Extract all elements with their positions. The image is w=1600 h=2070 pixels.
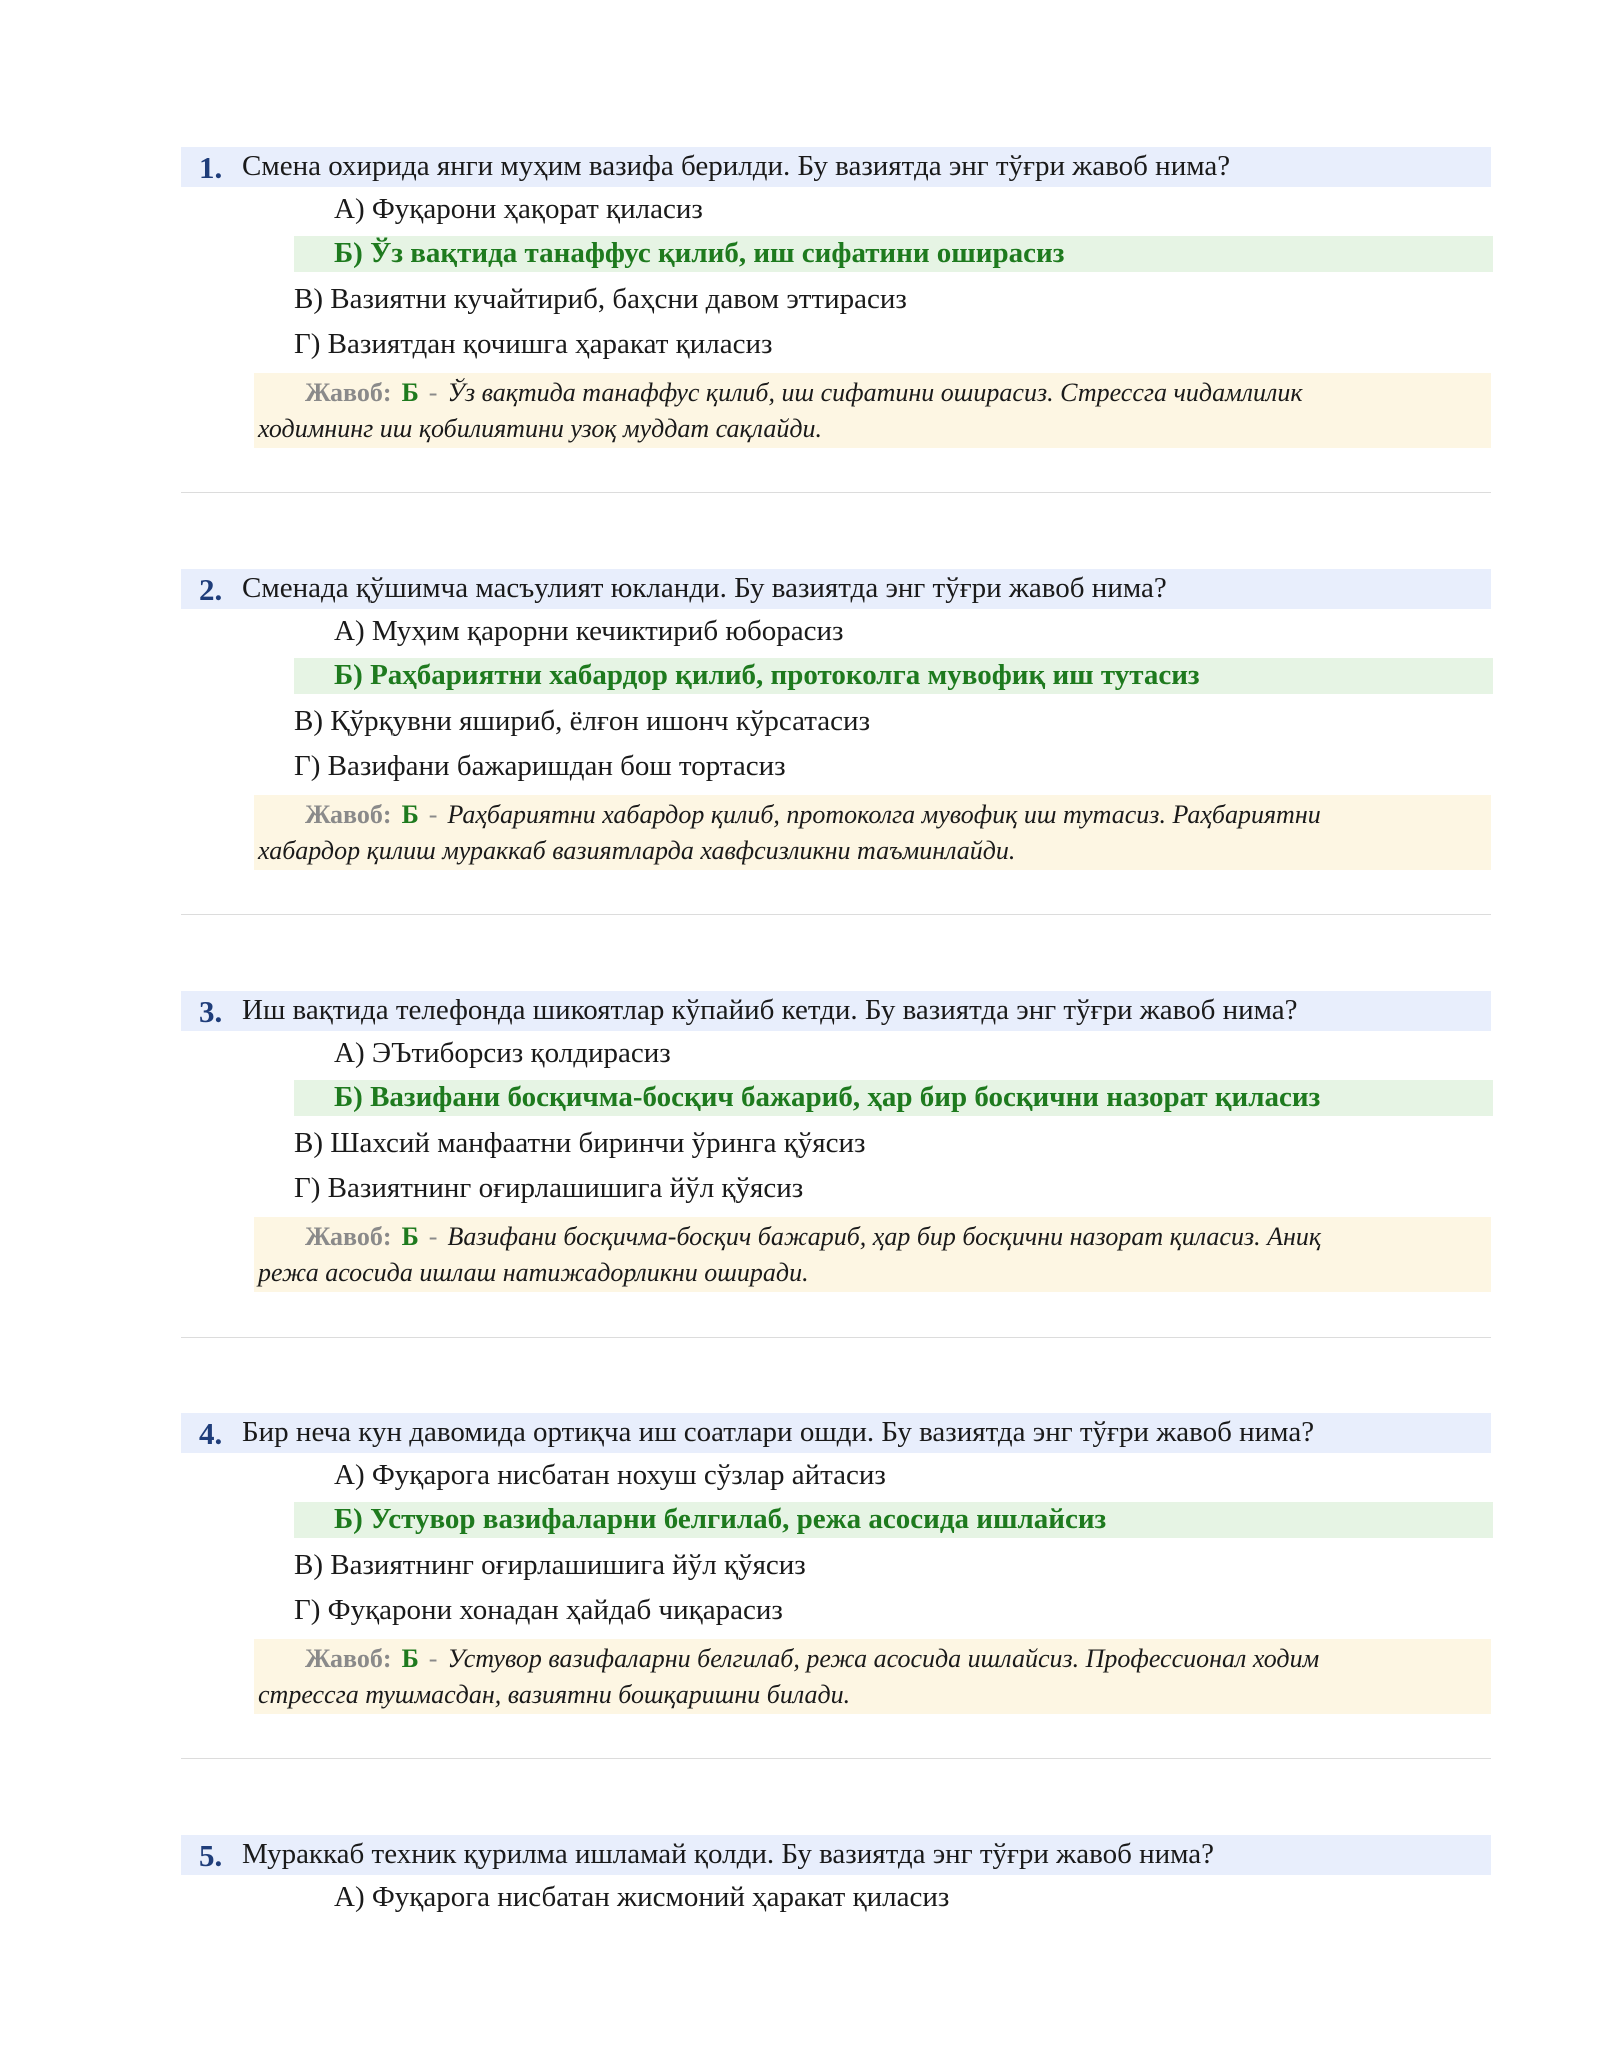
answer-box: Жавоб: Б - Устувор вазифаларни белгилаб, режа асосида ишлайсиз. Профессионал ходим стрессга тушмасдан, вазиятни бошқаришни билади.	[254, 1639, 1491, 1714]
question-header	[181, 1413, 1491, 1453]
answer-explanation: Устувор вазифаларни белгилаб, режа асосида ишлайсиз. Профессионал ходим	[447, 1644, 1320, 1673]
answer-explanation: Ўз вақтида танаффус қилиб, иш сифатини оширасиз. Стрессга чидамлилик	[447, 378, 1303, 407]
answer-explanation: Вазифани босқичма-босқич бажариб, ҳар бир босқични назорат қиласиз. Аниқ	[447, 1222, 1322, 1251]
question-text: Мураккаб техник қурилма ишламай қолди. Бу вазиятда энг тўғри жавоб нима?	[242, 1838, 1215, 1870]
divider	[181, 492, 1491, 493]
option-b-correct: Б) Вазифани босқичма-босқич бажариб, ҳар бир босқични назорат қиласиз	[294, 1080, 1493, 1116]
question-header	[181, 991, 1491, 1031]
divider	[181, 914, 1491, 915]
question-header	[181, 1835, 1491, 1875]
answer-letter: Б	[401, 1644, 419, 1673]
answer-explanation-cont: стрессга тушмасдан, вазиятни бошқаришни билади.	[258, 1680, 851, 1709]
answer-box: Жавоб: Б - Раҳбариятни хабардор қилиб, протоколга мувофиқ иш тутасиз. Раҳбариятни хабардор қилиш мураккаб вазиятларда хавфсизликни таъминлайди.	[254, 795, 1491, 870]
answer-label: Жавоб:	[305, 378, 392, 407]
option-b-correct: Б) Устувор вазифаларни белгилаб, режа асосида ишлайсиз	[294, 1502, 1493, 1538]
question-text: Сменада қўшимча масъулият юкланди. Бу вазиятда энг тўғри жавоб нима?	[242, 572, 1167, 604]
question-number: 5.	[199, 1838, 223, 1873]
option-v: В) Қўрқувни яшириб, ёлғон ишонч кўрсатасиз	[294, 705, 871, 737]
option-a: А) ЭЪтиборсиз қолдирасиз	[334, 1037, 671, 1069]
option-a: А) Фуқарога нисбатан жисмоний ҳаракат қиласиз	[334, 1881, 950, 1913]
option-a: А) Фуқарога нисбатан нохуш сўзлар айтасиз	[334, 1459, 886, 1491]
question-4	[181, 1413, 1491, 1714]
question-number: 1.	[199, 150, 223, 185]
answer-label: Жавоб:	[305, 1644, 392, 1673]
option-a: А) Фуқарони ҳақорат қиласиз	[334, 193, 703, 225]
question-header	[181, 147, 1491, 187]
question-header	[181, 569, 1491, 609]
answer-explanation-cont: режа асосида ишлаш натижадорликни оширади.	[258, 1258, 809, 1287]
answer-box: Жавоб: Б - Ўз вақтида танаффус қилиб, иш сифатини оширасиз. Стрессга чидамлилик ходимнинг иш қобилиятини узоқ муддат сақлайди.	[254, 373, 1491, 448]
answer-explanation-cont: ходимнинг иш қобилиятини узоқ муддат сақлайди.	[258, 414, 822, 443]
option-b-correct: Б) Раҳбариятни хабардор қилиб, протоколга мувофиқ иш тутасиз	[294, 658, 1493, 694]
answer-box: Жавоб: Б - Вазифани босқичма-босқич бажариб, ҳар бир босқични назорат қиласиз. Аниқ режа асосида ишлаш натижадорликни оширади.	[254, 1217, 1491, 1292]
option-a: А) Муҳим қарорни кечиктириб юборасиз	[334, 615, 844, 647]
question-5	[181, 1835, 1491, 1920]
option-v: В) Вазиятни кучайтириб, баҳсни давом эттирасиз	[294, 283, 907, 315]
question-2	[181, 569, 1491, 870]
option-g: Г) Вазифани бажаришдан бош тортасиз	[294, 750, 786, 782]
question-number: 4.	[199, 1416, 223, 1451]
answer-letter: Б	[401, 378, 419, 407]
answer-label: Жавоб:	[305, 1222, 392, 1251]
option-g: Г) Вазиятдан қочишга ҳаракат қиласиз	[294, 328, 773, 360]
answer-explanation: Раҳбариятни хабардор қилиб, протоколга мувофиқ иш тутасиз. Раҳбариятни	[447, 800, 1321, 829]
divider	[181, 1337, 1491, 1338]
answer-letter: Б	[401, 800, 419, 829]
question-3	[181, 991, 1491, 1292]
question-text: Иш вақтида телефонда шикоятлар кўпайиб кетди. Бу вазиятда энг тўғри жавоб нима?	[242, 994, 1298, 1026]
question-text: Бир неча кун давомида ортиқча иш соатлари ошди. Бу вазиятда энг тўғри жавоб нима?	[242, 1416, 1315, 1448]
answer-label: Жавоб:	[305, 800, 392, 829]
option-g: Г) Фуқарони хонадан ҳайдаб чиқарасиз	[294, 1594, 783, 1626]
question-1	[181, 147, 1491, 448]
question-text: Смена охирида янги муҳим вазифа берилди. Бу вазиятда энг тўғри жавоб нима?	[242, 150, 1231, 182]
question-number: 3.	[199, 994, 223, 1029]
answer-letter: Б	[401, 1222, 419, 1251]
option-b-correct: Б) Ўз вақтида танаффус қилиб, иш сифатини оширасиз	[294, 236, 1493, 272]
option-v: В) Вазиятнинг оғирлашишига йўл қўясиз	[294, 1549, 806, 1581]
question-number: 2.	[199, 572, 223, 607]
divider	[181, 1758, 1491, 1759]
option-g: Г) Вазиятнинг оғирлашишига йўл қўясиз	[294, 1172, 804, 1204]
option-v: В) Шахсий манфаатни биринчи ўринга қўясиз	[294, 1127, 866, 1159]
answer-explanation-cont: хабардор қилиш мураккаб вазиятларда хавфсизликни таъминлайди.	[258, 836, 1016, 865]
